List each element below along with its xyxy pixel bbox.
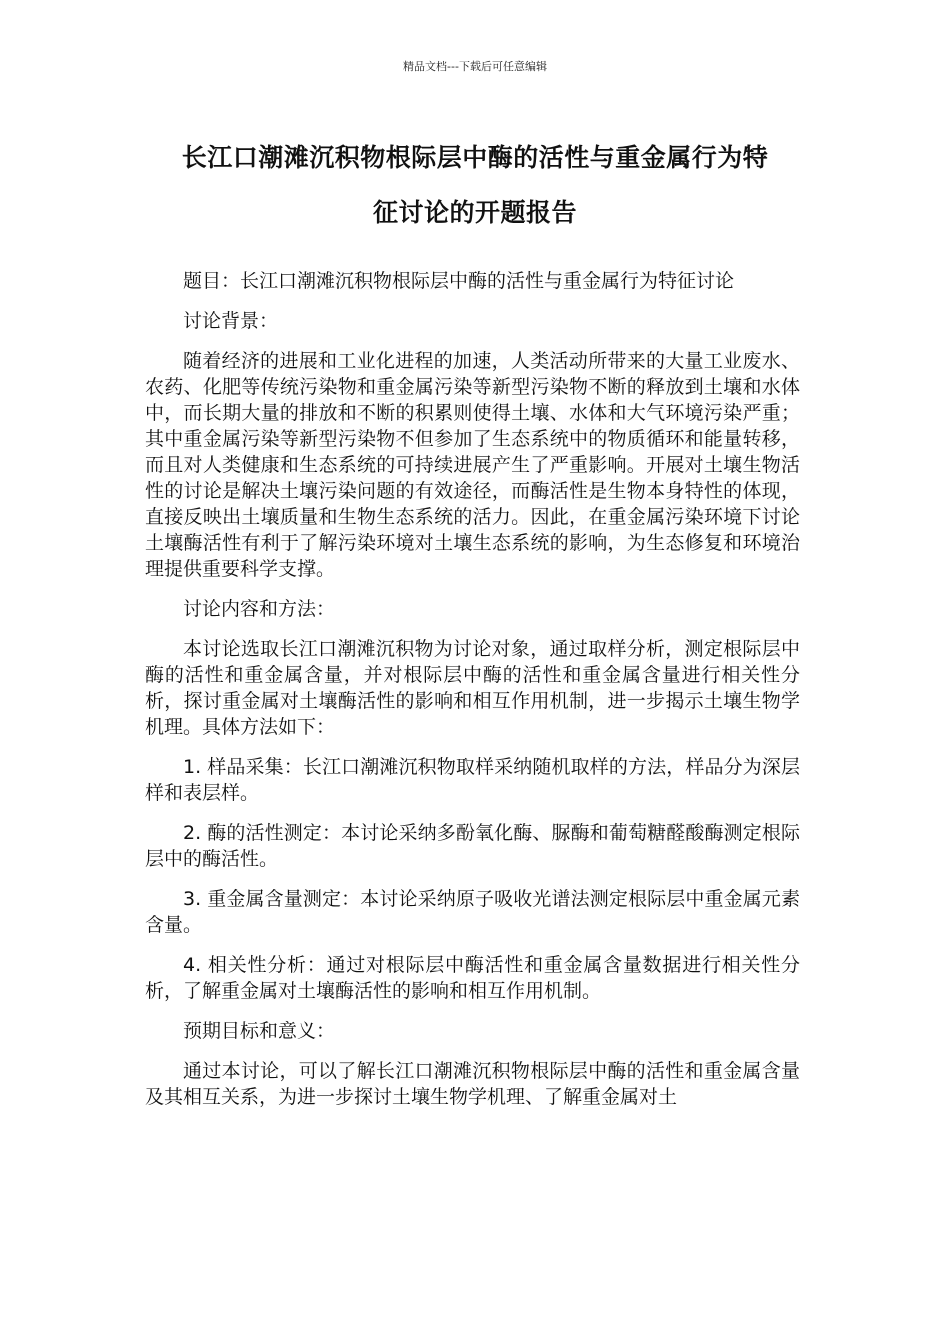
- goals-paragraph: 通过本讨论，可以了解长江口潮滩沉积物根际层中酶的活性和重金属含量及其相互关系，为进一步探讨土壤生物学机理、了解重金属对土: [145, 1060, 800, 1108]
- header-note: 精品文档---下载后可任意编辑: [403, 60, 547, 73]
- document-title: [120, 130, 830, 240]
- background-paragraph: 随着经济的进展和工业化进程的加速，人类活动所带来的大量工业废水、农药、化肥等传统污染物和重金属污染等新型污染物不断的释放到土壤和水体中，而长期大量的排放和不断的积累则使得土壤、水体和大气环境污染严重；其中重金属污染等新型污染物不但参加了生态系统中的物质循环和能量转移，而且对人类健康和生态系统的可持续进展产生了严重影响。开展对土壤生物活性的讨论是解决土壤污染问题的有效途径，而酶活性是生物本身特性的体现，直接反映出土壤质量和生物生态系统的活力。因此，在重金属污染环境下讨论土壤酶活性有利于了解污染环境对土壤生态系统的影响，为生态修复和环境治理提供重要科学支撑。: [145, 350, 800, 580]
- methods-paragraph: 本讨论选取长江口潮滩沉积物为讨论对象，通过取样分析，测定根际层中酶的活性和重金属含量，并对根际层中酶的活性和重金属含量进行相关性分析，探讨重金属对土壤酶活性的影响和相互作用机制，进一步揭示土壤生物学机理。具体方法如下：: [145, 638, 800, 738]
- method-item: 2. 酶的活性测定：本讨论采纳多酚氧化酶、脲酶和葡萄糖醛酸酶测定根际层中的酶活性。: [145, 822, 800, 870]
- background-label: 讨论背景：: [183, 310, 279, 332]
- method-item: 4. 相关性分析：通过对根际层中酶活性和重金属含量数据进行相关性分析，了解重金属对土壤酶活性的影响和相互作用机制。: [145, 954, 800, 1002]
- title-line-2: 征讨论的开题报告: [372, 198, 577, 227]
- topic-line: 题目：长江口潮滩沉积物根际层中酶的活性与重金属行为特征讨论: [183, 270, 735, 292]
- goals-label: 预期目标和意义：: [183, 1020, 336, 1042]
- document-body: [145, 268, 800, 1124]
- methods-label: 讨论内容和方法：: [183, 598, 336, 620]
- method-item: 1. 样品采集：长江口潮滩沉积物取样采纳随机取样的方法，样品分为深层样和表层样。: [145, 756, 800, 804]
- method-item: 3. 重金属含量测定：本讨论采纳原子吸收光谱法测定根际层中重金属元素含量。: [145, 888, 800, 936]
- title-line-1: 长江口潮滩沉积物根际层中酶的活性与重金属行为特: [181, 143, 769, 172]
